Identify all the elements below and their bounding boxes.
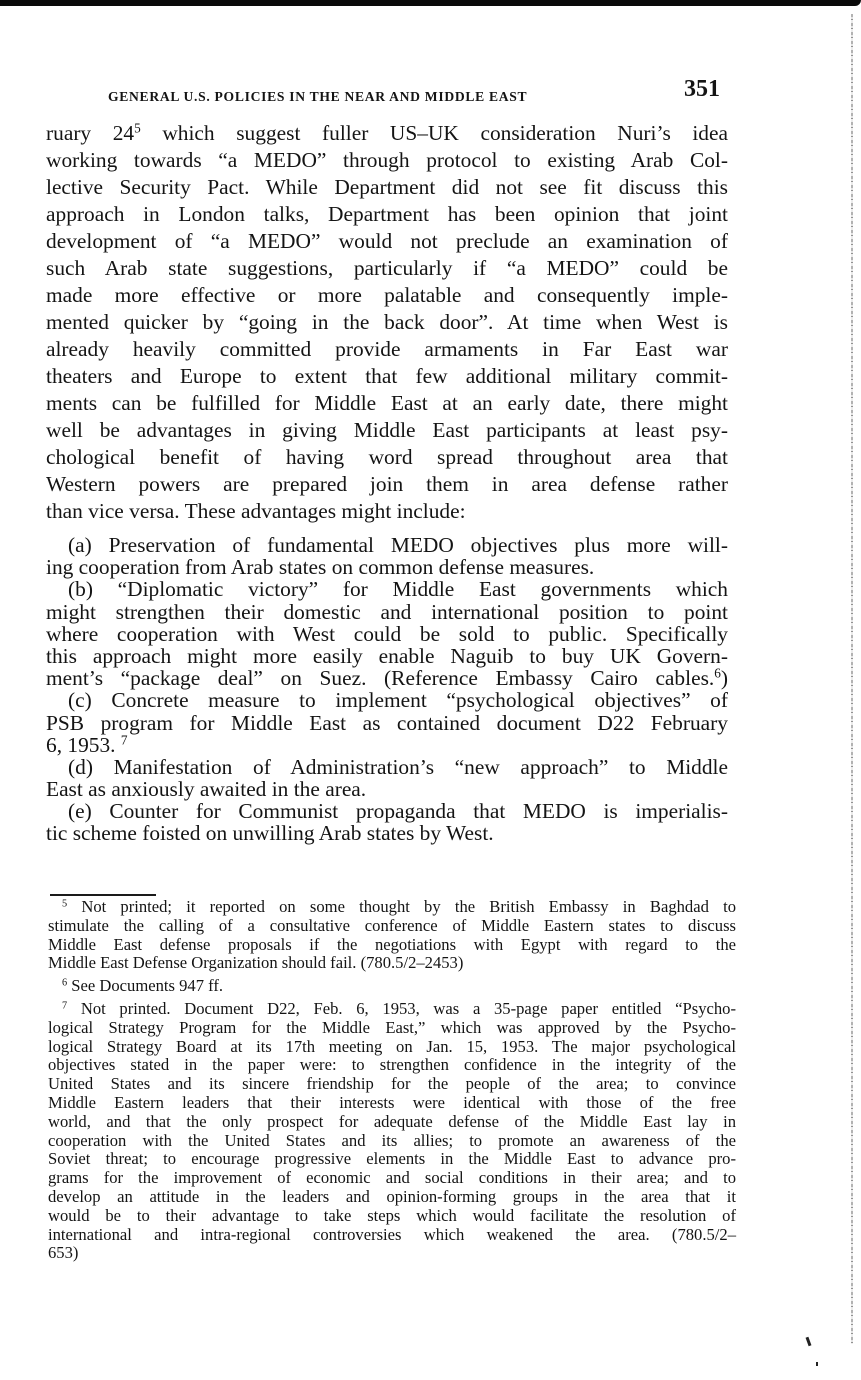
list-line: (c) Concrete measure to implement “psychological objectives” of (68, 688, 728, 713)
list-line: (b) “Diplomatic victory” for Middle East governments which (68, 577, 728, 602)
main-text (46, 120, 728, 845)
paragraph-line: ments can be fulfilled for Middle East at an early date, there might (46, 391, 728, 415)
footnote-7 (48, 1000, 736, 1263)
footnote-line: United States and its sincere friendship for the people of the area; to convince (48, 1074, 736, 1094)
paragraph-line: chological benefit of having word spread throughout area that (46, 445, 728, 469)
footnote-5 (48, 898, 736, 973)
list-line: tic scheme foisted on unwilling Arab states by West. (46, 821, 494, 846)
footnote-line: develop an attitude in the leaders and opinion-forming groups in the area that it (48, 1186, 736, 1206)
list-item-c (46, 689, 728, 756)
footnote-line: stimulate the calling of a consultative conference of Middle Eastern states to discuss (48, 915, 736, 935)
list-line: (a) Preservation of fundamental MEDO objectives plus more will- (68, 533, 728, 557)
paragraph-line: ruary $24^5$ which suggest fuller US–UK consideration Nuri’s idea (46, 120, 728, 145)
footnote-ref[interactable]: 6 (714, 665, 721, 681)
running-head: GENERAL U.S. POLICIES IN THE NEAR AND MIDDLE EAST (108, 89, 528, 104)
list-line: this approach might more easily enable Naguib to buy UK Govern- (46, 643, 728, 668)
footnote-line: international and intra-regional controversies which weakened the area. (780.5/2– (48, 1224, 736, 1244)
footnote-divider (50, 894, 156, 896)
paragraph-line: lective Security Pact. While Department did not see fit discuss this (46, 175, 728, 199)
footnote-number: 6 (62, 977, 68, 989)
paragraph-line: Western powers are prepared join them in area defense rather (46, 472, 728, 496)
page-header (108, 76, 728, 110)
list-line: East as anxiously awaited in the area. (46, 777, 367, 802)
footnotes (48, 898, 736, 1263)
paragraph-line: approach in London talks, Department has been opinion that joint (46, 202, 728, 226)
list-item-b (46, 578, 728, 689)
footnote-line: cooperation with the United States and its allies; to promote an awareness of the (48, 1130, 736, 1150)
footnote-line: $^6$ See Documents 947 ff. (62, 976, 224, 996)
footnote-line: logical Strategy Board at its 17th meeting on Jan. 15, 1953. The major psychological (48, 1036, 736, 1056)
paragraph-line: made more effective or more palatable and consequently imple- (46, 283, 728, 307)
paragraph-line: mented quicker by “going in the back door”. At time when West is (46, 310, 728, 334)
scan-page-edge (851, 14, 853, 1344)
scan-top-edge (0, 0, 861, 6)
footnote-line: grams for the improvement of economic and social conditions in their area; and to (48, 1168, 736, 1188)
footnote-line: Middle Eastern leaders that their interests were identical with those of the free (48, 1092, 736, 1112)
list-line: might strengthen their domestic and international position to point (46, 599, 728, 624)
footnote-line: 653) (48, 1243, 79, 1263)
paragraph-line: such Arab state suggestions, particularly if “a MEDO” could be (46, 256, 728, 280)
list-line: ment’s “package deal” on Suez. (Reference Embassy Cairo cables.$^6$) (46, 665, 728, 691)
footnote-number: 5 (62, 898, 68, 910)
footnote-6 (48, 977, 736, 996)
list-item-a (46, 534, 728, 578)
footnote-line: Middle East defense proposals if the negotiations with Egypt with regard to the (48, 934, 736, 954)
footnote-line: world, and that the only prospect for adequate defense of the Middle East lay in (48, 1111, 736, 1131)
footnote-line: logical Strategy Program for the Middle East,” which was approved by the Psycho- (48, 1017, 736, 1037)
footnote-line: objectives stated in the paper were: to strengthen confidence in the integrity of the (48, 1055, 736, 1075)
footnote-line: $^5$ Not printed; it reported on some thought by the British Embassy in Baghdad to (62, 897, 736, 916)
list-line: PSB program for Middle East as contained document D22 February (46, 710, 728, 735)
footnote-line: Soviet threat; to encourage progressive elements in the Middle East to advance pro- (48, 1149, 736, 1169)
scan-speck (806, 1337, 812, 1346)
list-line: (e) Counter for Communist propaganda that MEDO is imperialis- (68, 799, 728, 824)
paragraph-line: development of “a MEDO” would not preclude an examination of (46, 229, 728, 253)
footnote-ref[interactable]: 5 (134, 120, 141, 136)
list-line: where cooperation with West could be sold to public. Specifically (46, 621, 728, 646)
paragraph-line: than vice versa. These advantages might include: (46, 499, 466, 523)
footnote-line: would be to their advantage to take steps which would facilitate the resolution of (48, 1205, 736, 1225)
footnote-number: 7 (62, 1000, 68, 1012)
page-number: 351 (684, 76, 720, 102)
paragraph-line: working towards “a MEDO” through protocol to existing Arab Col- (46, 148, 728, 172)
paragraph-line: well be advantages in giving Middle East participants at least psy- (46, 418, 728, 442)
list-item-e (46, 800, 728, 844)
paragraph-line: already heavily committed provide armaments in Far East war (46, 337, 728, 361)
list-line: 6, 1953. $^7$ (46, 732, 128, 757)
scan-speck (816, 1362, 818, 1366)
list-item-d (46, 756, 728, 800)
footnote-line: $^7$ Not printed. Document D22, Feb. 6, 1953, was a 35-page paper entitled “Psycho- (62, 998, 736, 1018)
footnote-ref[interactable]: 7 (120, 732, 128, 748)
list-line: (d) Manifestation of Administration’s “new approach” to Middle (68, 754, 728, 779)
footnote-line: Middle East Defense Organization should fail. (780.5/2–2453) (48, 953, 464, 973)
list-line: ing cooperation from Arab states on common defense measures. (46, 555, 595, 580)
paragraph-line: theaters and Europe to extent that few additional military commit- (46, 364, 728, 388)
